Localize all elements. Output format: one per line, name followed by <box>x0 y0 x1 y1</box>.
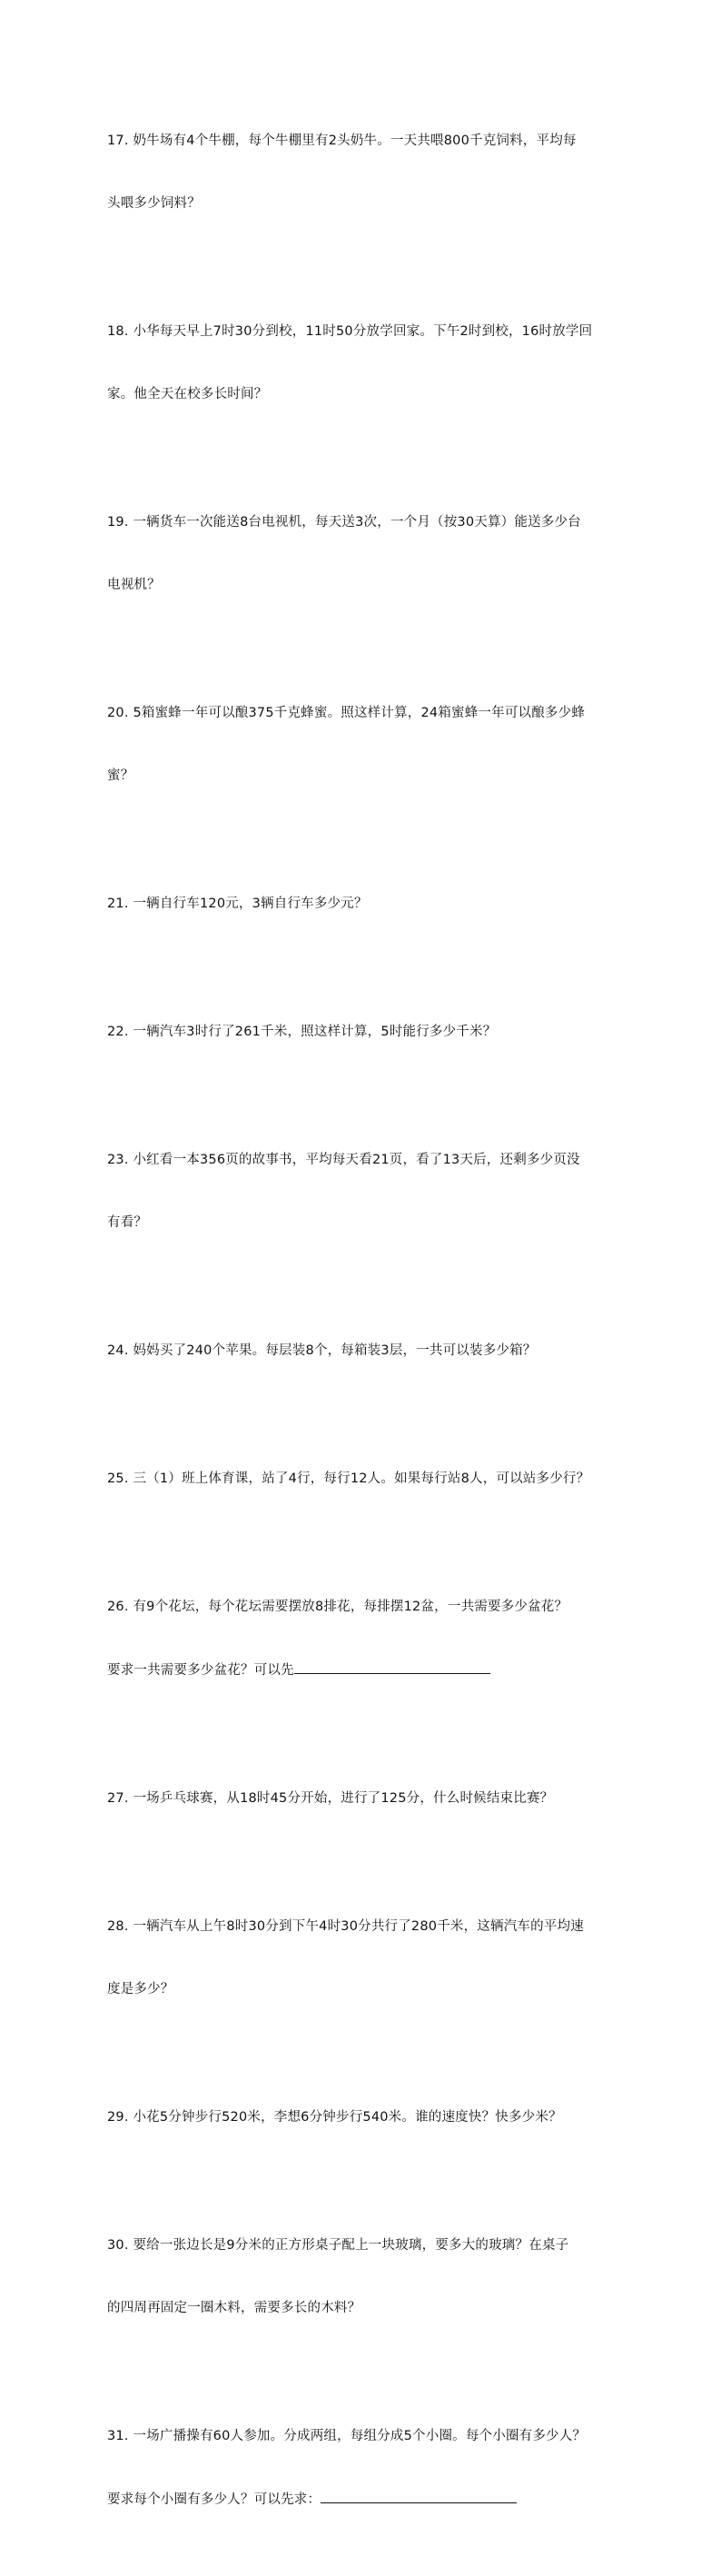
problem-23 <box>107 1108 616 1275</box>
problem-26-line-2-text: 要求一共需要多少盆花？可以先 <box>107 1663 294 1678</box>
problem-31-line-1: 31. 一场广播操有60人参加。分成两组，每组分成5个小圈。每个小圈有多少人？ <box>107 2429 587 2443</box>
problem-27-line-1: 27. 一场乒乓球赛，从18时45分开始，进行了125分，什么时候结束比赛？ <box>107 1791 554 1806</box>
problem-22-line-1: 22. 一辆汽车3时行了261千米，照这样计算，5时能行多少千米？ <box>107 1025 497 1039</box>
answer-blank[interactable] <box>321 2489 517 2503</box>
problem-19 <box>107 471 616 638</box>
problem-26-line-1: 26. 有9个花坛，每个花坛需要摆放8排花，每排摆12盆，一共需要多少盆花？ <box>107 1600 568 1614</box>
problem-20-line-1: 20. 5箱蜜蜂一年可以酿375千克蜂蜜。照这样计算，24箱蜜蜂一年可以酿多少蜂 <box>107 706 586 720</box>
problem-29 <box>107 2066 616 2170</box>
problem-17-line-1: 17. 奶牛场有4个牛棚，每个牛棚里有2头奶牛。一天共喂800千克饲料，平均每 <box>107 134 577 148</box>
problem-25-line-1: 25. 三（1）班上体育课，站了4行，每行12人。如果每行站8人，可以站多少行？ <box>107 1471 590 1486</box>
problem-30-line-2: 的四周再固定一圈木料，需要多长的木料？ <box>107 2301 361 2315</box>
problem-23-line-1: 23. 小红看一本356页的故事书，平均每天看21页，看了13天后，还剩多少页没 <box>107 1153 580 1167</box>
problem-26 <box>107 1555 616 1723</box>
problem-26-line-2 <box>107 1660 616 1681</box>
problem-20-line-2: 蜜？ <box>107 768 134 783</box>
problem-28-line-2: 度是多少？ <box>107 1982 174 1996</box>
problem-24-line-1: 24. 妈妈买了240个苹果。每层装8个，每箱装3层，一共可以装多少箱？ <box>107 1343 537 1358</box>
problem-20 <box>107 661 616 828</box>
problem-17-line-2: 头喂多少饲料？ <box>107 196 201 211</box>
problem-19-line-1: 19. 一辆货车一次能送8台电视机，每天送3次，一个月（按30天算）能送多少台 <box>107 515 581 530</box>
problem-28 <box>107 1875 616 2042</box>
problem-25 <box>107 1427 616 1531</box>
problem-31-line-2-text: 要求每个小圈有多少人？可以先求： <box>107 2492 321 2507</box>
problem-28-line-1: 28. 一辆汽车从上午8时30分到下午4时30分共行了280千米，这辆汽车的平均速 <box>107 1919 584 1934</box>
problem-30 <box>107 2194 616 2361</box>
problem-31-line-2 <box>107 2489 616 2511</box>
problem-27 <box>107 1747 616 1851</box>
answer-blank[interactable] <box>294 1660 490 1674</box>
problem-23-line-2: 有看？ <box>107 1215 148 1230</box>
problem-19-line-2: 电视机？ <box>107 578 161 592</box>
problem-29-line-1: 29. 小花5分钟步行520米，李想6分钟步行540米。谁的速度快？快多少米？ <box>107 2110 562 2125</box>
problem-31 <box>107 2384 616 2552</box>
problem-30-line-1: 30. 要给一张边长是9分米的正方形桌子配上一块玻璃，要多大的玻璃？在桌子 <box>107 2238 569 2253</box>
problem-22 <box>107 980 616 1085</box>
problem-21-line-1: 21. 一辆自行车120元，3辆自行车多少元？ <box>107 897 368 911</box>
worksheet-page <box>107 89 616 2576</box>
problem-24 <box>107 1299 616 1403</box>
problem-21 <box>107 852 616 956</box>
problem-18 <box>107 280 616 447</box>
problem-18-line-1: 18. 小华每天早上7时30分到校，11时50分放学回家。下午2时到校，16时放学回 <box>107 324 593 339</box>
problem-17 <box>107 89 616 256</box>
problem-18-line-2: 家。他全天在校多长时间？ <box>107 387 268 401</box>
